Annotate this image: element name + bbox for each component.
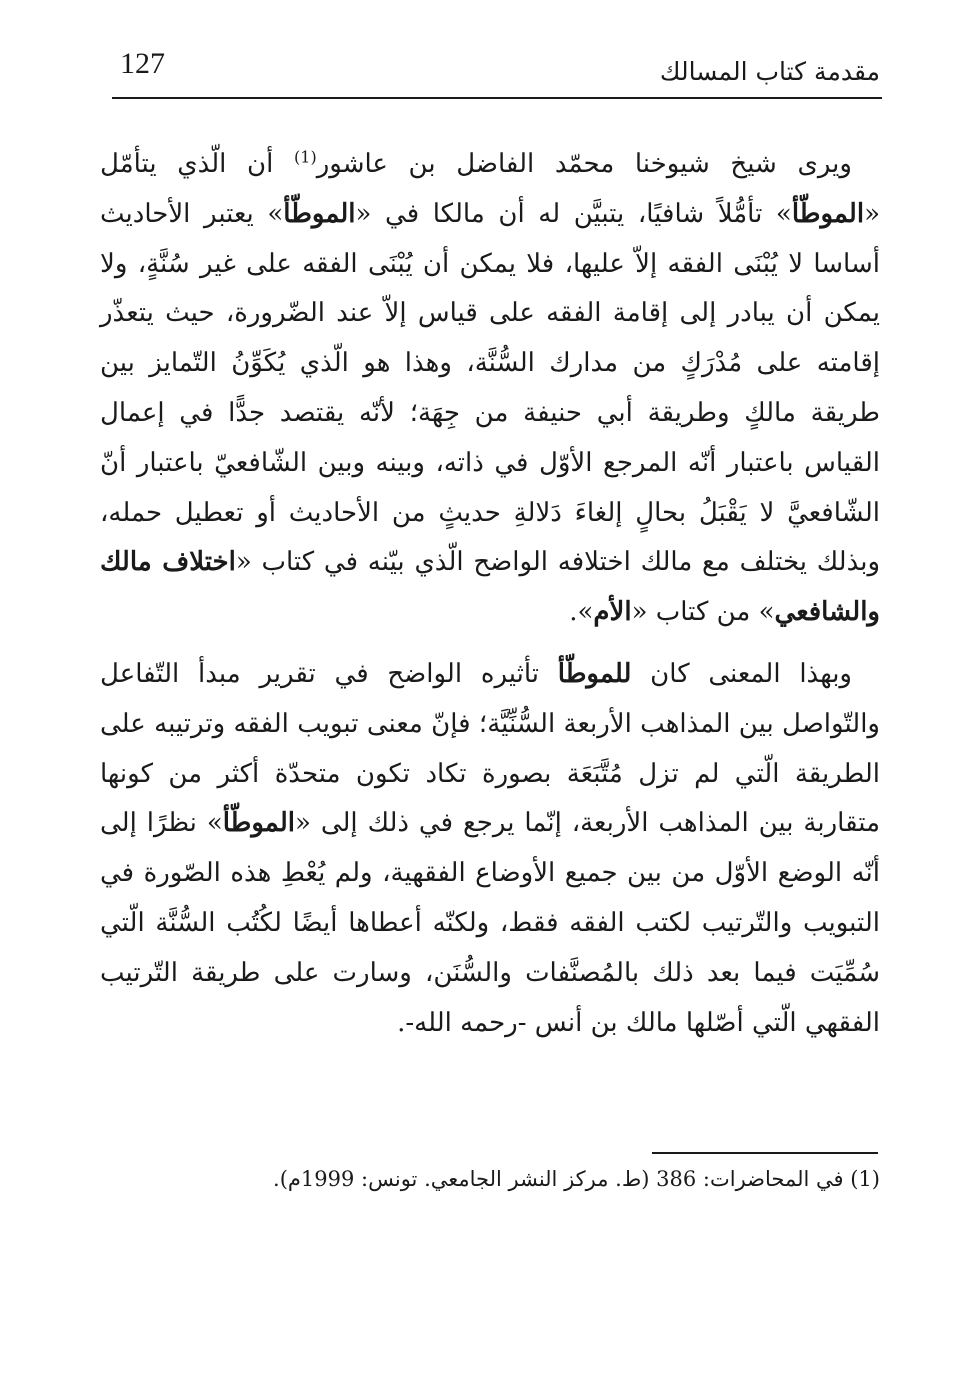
book-title-bold: للموطّأ	[557, 658, 632, 689]
footnote-rule	[652, 1152, 878, 1154]
book-title-bold: الموطّأ	[283, 198, 356, 229]
paragraph-1-text: ويرى شيخ شيوخنا محمّد الفاضل بن عاشور	[316, 149, 852, 179]
page-header	[112, 40, 880, 98]
main-text	[100, 140, 880, 1048]
paragraph-1-text: أن الّذي يتأمّل «	[100, 149, 880, 229]
footnote: (1) في المحاضرات: 386 (ط. مركز النشر الجامعي. تونس: 1999م).	[273, 1167, 880, 1191]
paragraph-2	[100, 650, 880, 1048]
paragraph-2-text: تأثيره الواضح في تقرير مبدأ التّفاعل والتّواصل بين المذاهب الأربعة السُّنِّيَّة؛ فإنّ معنى تبويب الفقه وترتيبه على الطريقة الّتي لم تزل مُتَّبَعَة بصورة تكاد تكون متحدّة أكثر من كونها متقاربة بين المذاهب الأربعة، إنّما يرجع في ذلك إلى «	[100, 658, 880, 839]
book-title-bold: الموطّأ	[222, 808, 295, 839]
paragraph-1-text: ».	[569, 597, 594, 628]
header-rule	[112, 97, 882, 99]
book-title-bold: الأم	[593, 597, 632, 628]
paragraph-1-text: » من كتاب «	[631, 597, 775, 628]
book-title-bold: اختلاف مالك والشافعي	[100, 547, 880, 628]
paragraph-2-text: وبهذا المعنى كان	[631, 658, 852, 689]
paragraph-1-text: » تأمُّلاً شافيًا، يتبيَّن له أن مالكا في «	[355, 198, 792, 229]
page-number: 127	[120, 47, 165, 80]
footnote-reference: (1)	[294, 147, 317, 167]
paragraph-1	[100, 140, 880, 638]
book-title-bold: الموطّأ	[791, 198, 865, 229]
paragraph-1-text: » يعتبر الأحاديث أساسا لا يُبْنَى الفقه إلاّ عليها، فلا يمكن أن يُبْنَى الفقه على غير سُنَّةٍ، ولا يمكن أن يبادر إلى إقامة الفقه على قياس إلاّ عند الضّرورة، حيث يتعذّر إقامته على مُدْرَكٍ من مدارك السُّنَّة، وهذا هو الّذي يُكَوِّنُ التّمايز بين طريقة مالكٍ وطريقة أبي حنيفة من جِهَة؛ لأنّه يقتصد جدًّا في إعمال القياس باعتبار أنّه المرجع الأوّل في ذاته، وبينه وبين الشّافعيّ باعتبار أنّ الشّافعيَّ لا يَقْبَلُ بحالٍ إلغاءَ دَلالةِ حديثٍ من الأحاديث أو تعطيل حمله، وبذلك يختلف مع مالك اختلافه الواضح الّذي بيّنه في كتاب «	[100, 198, 881, 578]
running-title: مقدمة كتاب المسالك	[659, 57, 880, 86]
paragraph-2-text: » نظرًا إلى أنّه الوضع الأوّل من بين جميع الأوضاع الفقهية، ولم يُعْطِ هذه الصّورة في التبويب والتّرتيب لكتب الفقه فقط، ولكنّه أعطاها أيضًا لكُتُب السُّنَّة الّتي سُمِّيَت فيما بعد ذلك بالمُصنَّفات والسُّنَن، وسارت على طريقة التّرتيب الفقهي الّتي أصّلها مالك بن أنس -رحمه الله-.	[100, 808, 880, 1038]
